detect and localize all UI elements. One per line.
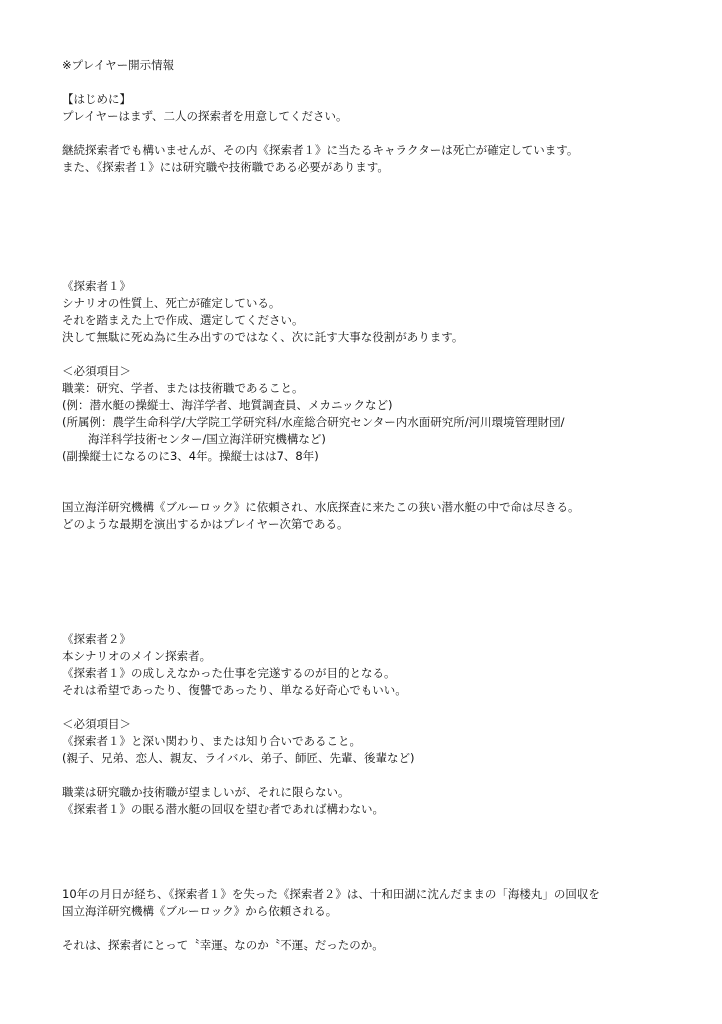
spacer [62, 74, 682, 91]
spacer [62, 818, 682, 886]
spacer [62, 244, 682, 278]
investigator2-note-line: 職業は研究職か技術職が望ましいが、それに限らない。 [62, 785, 350, 799]
investigator1-required-line: (所属例：農学生命科学/大学院工学研究科/水産総合研究センター内水面研究所/河川環境管理財団/ [62, 415, 565, 429]
spacer [62, 465, 682, 499]
intro-heading: 【はじめに】 [62, 92, 131, 106]
investigator1-required-line: 海洋科学技術センター/国立海洋研究機構など) [88, 432, 326, 446]
spacer [62, 699, 682, 716]
investigator1-required-line: (例：潜水艇の操縦士、海洋学者、地質調査員、メカニックなど) [62, 398, 393, 412]
document-page [62, 57, 682, 954]
spacer [62, 767, 682, 784]
spacer [62, 920, 682, 937]
investigator1-story-line: どのような最期を演出するかはプレイヤー次第である。 [62, 517, 349, 531]
investigator1-required-heading: ＜必須項目＞ [62, 364, 131, 378]
investigator2-line: それは希望であったり、復讐であったり、単なる好奇心でもいい。 [62, 683, 407, 697]
investigator2-required-heading: ＜必須項目＞ [62, 717, 131, 731]
investigator1-required-line: (副操縦士になるのに3、4年。操縦士はは7、8年) [62, 449, 319, 463]
closing-final-line: それは、探索者にとって〝幸運〟なのか〝不運〟だったのか。 [62, 938, 384, 952]
intro-line: また、《探索者１》には研究職や技術職である必要があります。 [62, 160, 389, 174]
investigator2-required-line: 《探索者１》と深い関わり、または知り合いであること。 [62, 734, 361, 748]
investigator2-required-line: (親子、兄弟、恋人、親友、ライバル、弟子、師匠、先輩、後輩など) [62, 751, 415, 765]
disclosure-label: ※プレイヤー開示情報 [62, 58, 175, 72]
investigator1-story-line: 国立海洋研究機構《ブルーロック》に依頼され、水底探査に来たこの狭い潜水艇の中で命は尽きる。 [62, 500, 580, 514]
investigator1-heading: 《探索者１》 [62, 279, 131, 293]
spacer [62, 125, 682, 142]
closing-line: 国立海洋研究機構《ブルーロック》から依頼される。 [62, 904, 338, 918]
intro-line: 継続探索者でも構いませんが、その内《探索者１》に当たるキャラクターは死亡が確定しています。 [62, 143, 579, 157]
investigator1-line: それを踏まえた上で作成、選定してください。 [62, 313, 304, 327]
investigator1-required-line: 職業：研究、学者、または技術職であること。 [62, 381, 304, 395]
spacer [62, 176, 682, 244]
investigator2-line: 本シナリオのメイン探索者。 [62, 649, 212, 663]
closing-line: 10年の月日が経ち、《探索者１》を失った《探索者２》は、十和田湖に沈んだままの「海楼丸」の回収を [62, 887, 600, 901]
investigator1-line: シナリオの性質上、死亡が確定している。 [62, 296, 281, 310]
spacer [62, 346, 682, 363]
spacer [62, 533, 682, 631]
investigator1-line: 決して無駄に死ぬ為に生み出すのではなく、次に託す大事な役割があります。 [62, 330, 464, 344]
investigator2-line: 《探索者１》の成しえなかった仕事を完遂するのが目的となる。 [62, 666, 396, 680]
intro-line: プレイヤーはまず、二人の探索者を用意してください。 [62, 109, 348, 123]
investigator2-note-line: 《探索者１》の眠る潜水艇の回収を望む者であれば構わない。 [62, 802, 384, 816]
investigator2-heading: 《探索者２》 [62, 632, 131, 646]
